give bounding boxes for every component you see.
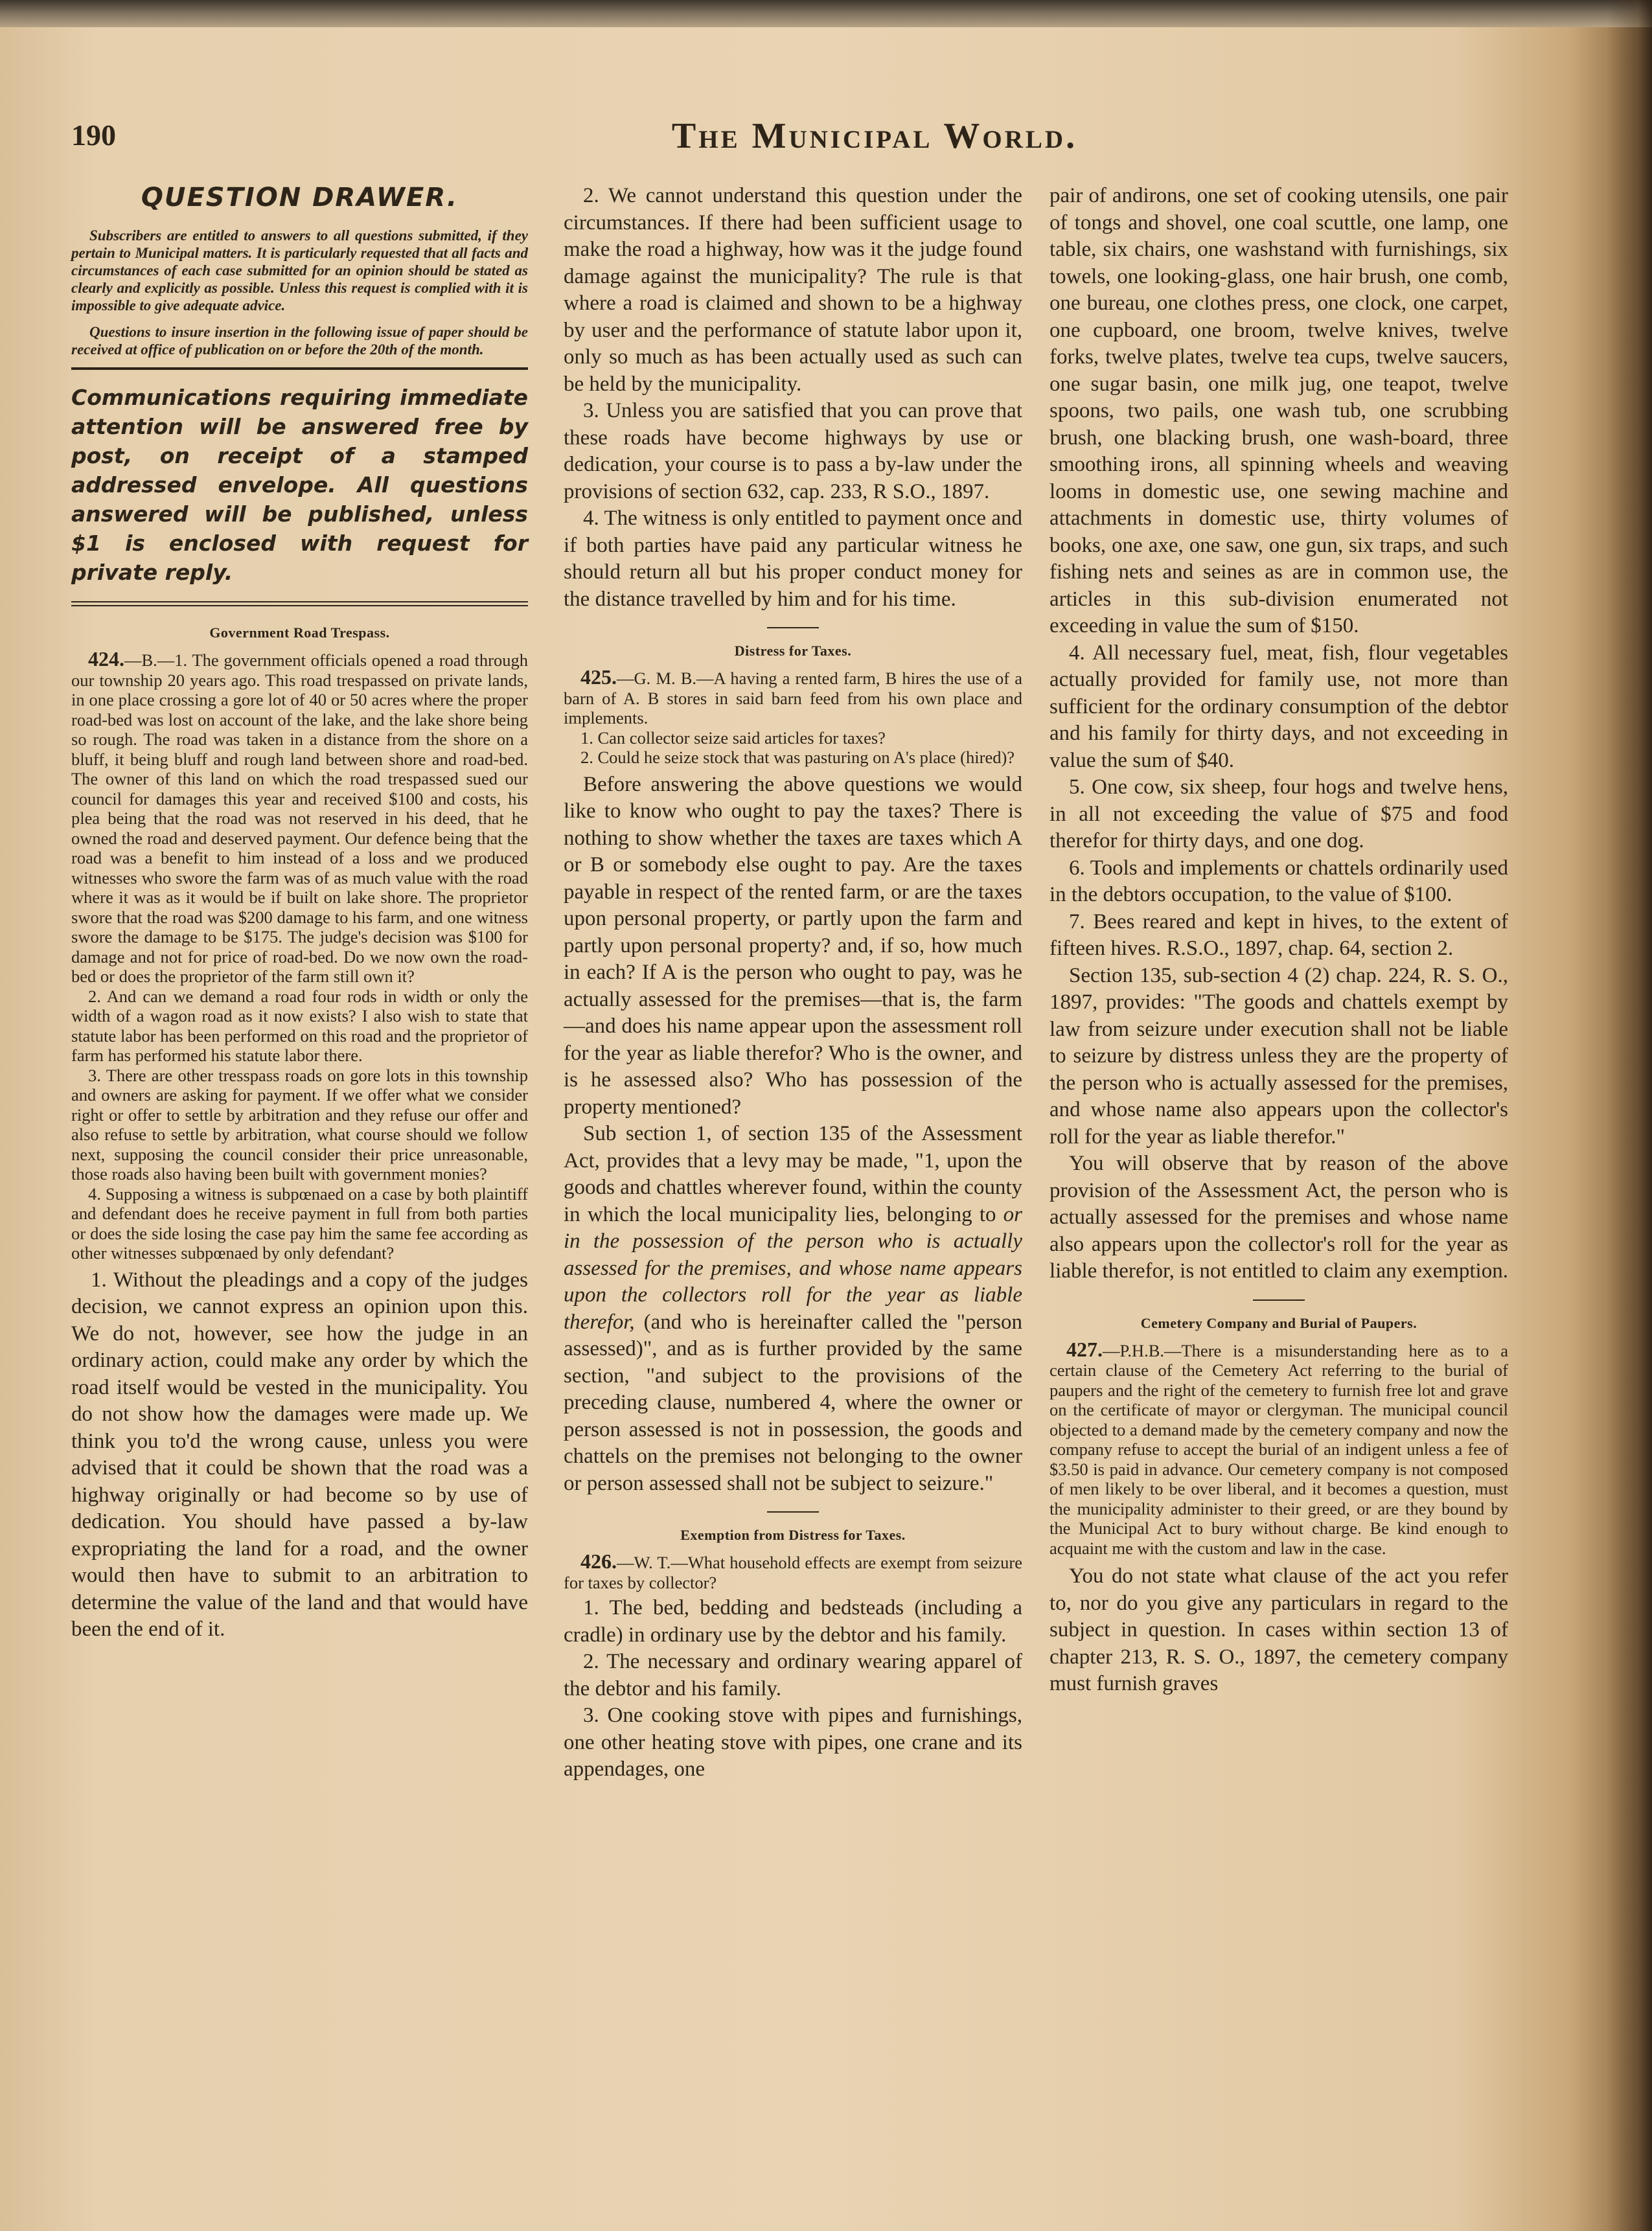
answer-426-item6: 6. Tools and implements or chattels ordinarily used in the debtors occupation, to the value of $100. (1050, 856, 1508, 906)
divider (71, 367, 528, 370)
question-424-part3: 3. There are other tresspass roads on gore lots in this township and owners are asking for payment. If we offer what we consider right or offer to settle by arbitration and they refuse our offer and also refuse to settle by arbitration, what course should we follow next, supposing the council consider their price unreasonable, those roads also having been built with government monies? (71, 1065, 528, 1184)
answer-quote-italic: or in the possession of the person who is actually assessed for the premises, and whose name appears upon the collectors roll for the year as liable therefor, (564, 1202, 1022, 1334)
question-427 (1050, 1337, 1508, 1559)
answer-426-item7: 7. Bees reared and kept in hives, to the extent of fifteen hives. R.S.O., 1897, chap. 64, section 2. (1050, 910, 1508, 960)
answer-426-conclusion: You will observe that by reason of the above provision of the Assessment Act, the person who is actually assessed for the premises and whose name also appears upon the collector's roll for the year as liable therefor, is not entitled to claim any exemption. (1050, 1152, 1508, 1283)
subscriber-notice: Subscribers are entitled to answers to all questions submitted, if they pertain to Municipal matters. It is particularly requested that all facts and circumstances of each case submitted for an opinion should be stated as clearly and explicitly as possible. Unless this request is complied with it is impossible to give adequate advice. (71, 227, 528, 314)
question-number: 427. (1066, 1337, 1103, 1361)
question-424-part4: 4. Supposing a witness is subpœnaed on a case by both plaintiff and defendant does he receive payment in full from both parties or does the side losing the case pay him the same fee according as other witnesses subpœnaed by only defendant? (71, 1184, 528, 1263)
page-number: 190 (71, 119, 116, 152)
answer-427: You do not state what clause of the act you refer to, nor do you give any particulars in regard to the subject in question. In cases within section 13 of chapter 213, R. S. O., 1897, the cemetery company must furnish graves (1050, 1564, 1508, 1695)
question-text: —B.—1. The government officials opened a road through our township 20 years ago. This road trespassed on private lands, in one place crossing a gore lot of 40 or 50 acres where the proper road-bed was lost on account of the lake, and the lake shore being so rough. The road was taken in a distance from the shore on a bluff, it being bluff and rough land between shore and road-bed. The owner of this land on which the road trespassed sued our council for damages this year and received $100 and costs, his plea being that the road was not reserved in his deed, that he owned the road and deserved payment. Our defence being that the road was a benefit to him instead of a loss and we produced witnesses who swore the farm was of as much value with the road where it was as it would be if built on lake shore. The proprietor swore that the road was $200 damage to his farm, and one witness swore the damage to be $175. The judge's decision was $100 for damage and not for price of road-bed. Do we now own the road-bed or does the proprietor of the farm still own it? (71, 650, 528, 986)
divider (767, 1511, 819, 1513)
masthead-title: The Municipal World. (671, 116, 1078, 156)
answer-425-part2 (564, 1121, 1022, 1497)
question-number: 424. (88, 647, 124, 670)
question-number: 425. (580, 665, 617, 689)
question-425 (564, 667, 1022, 728)
section-heading-425: Distress for Taxes. (734, 643, 852, 659)
question-424 (71, 649, 528, 987)
answer-426-item3-cont: pair of andirons, one set of cooking utensils, one pair of tongs and shovel, one coal scuttle, one lamp, one table, six chairs, one washstand with furnishings, six towels, one looking-glass, one hair brush, one comb, one bureau, one clothes press, one clock, one carpet, one cupboard, one broom, twelve knives, twelve forks, twelve plates, twelve tea cups, twelve saucers, one sugar basin, one milk jug, one teapot, twelve spoons, two pails, one wash tub, one scrubbing brush, one blacking brush, one wash-board, three smoothing irons, all spinning wheels and weaving looms in domestic use, one sewing machine and attachments in domestic use, thirty volumes of books, one axe, one saw, one gun, six traps, and such fishing nets and seines as are in common use, the articles in this sub-division enumerated not exceeding in value the sum of $150. (1050, 184, 1508, 637)
page-header (71, 111, 1587, 163)
answer-424-part4: 4. The witness is only entitled to payment once and if both parties have paid any particular witness he should return all but his proper conduct money for the distance travelled by him and for his time. (564, 507, 1022, 611)
question-425-part2: 2. Could he seize stock that was pasturing on A's place (hired)? (580, 748, 1015, 767)
answer-426-item2: 2. The necessary and ordinary wearing apparel of the debtor and his family. (564, 1650, 1022, 1700)
answer-text: (and who is hereinafter called the "person assessed)", and as is further provided by the same section, "and subject to the provisions of the preceding clause, numbered 4, where the owner or person assessed is not in possession, the goods and chattels on the premises not belonging to the owner or person assessed shall not be subject to seizure." (564, 1310, 1022, 1495)
question-text: —P.H.B.—There is a misunderstanding here as to a certain clause of the Cemetery Act referring to the burial of paupers and the right of the cemetery to furnish free lot and grave on the certificate of mayor or clergyman. The municipal council objected to a demand made by the cemetery company and now the company refuse to accept the burial of an indigent unless a fee of $3.50 is paid in advance. Our cemetery company is not composed of men likely to be over liberal, and it becomes a question, must the municipality administer to their greed, or are they bound by the Municipal Act to bury without charge. Be kind enough to acquaint me with the custom and law in the case. (1050, 1340, 1508, 1558)
double-divider (71, 601, 528, 606)
column-middle (564, 183, 1022, 1783)
answer-426-statute: Section 135, sub-section 4 (2) chap. 224, R. S. O., 1897, provides: "The goods and chattels exempt by law from seizure under execution shall not be liable to seizure by distress unless they are the property of the person who is actually assessed for the premises, and whose name also appears upon the collector's roll for the year as liable therefor." (1050, 963, 1508, 1149)
section-heading-426: Exemption from Distress for Taxes. (680, 1527, 906, 1543)
column-left (71, 183, 528, 1643)
question-426 (564, 1551, 1022, 1592)
answer-text: Sub section 1, of section 135 of the Assessment Act, provides that a levy may be made, "1, upon the goods and chattles wherever found, within the county in which the local municipality lies, belonging to (564, 1122, 1022, 1226)
question-text: —W. T.—What household effects are exempt from seizure for taxes by collector? (564, 1553, 1022, 1592)
section-heading-424: Government Road Trespass. (209, 624, 390, 641)
question-425-part1: 1. Can collector seize said articles for taxes? (580, 727, 886, 748)
divider (1253, 1299, 1305, 1301)
answer-424-part1: 1. Without the pleadings and a copy of the judges decision, we cannot express an opinion upon this. We do not, however, see how the judge in an ordinary action, could make any order by which the road itself would be vested in the municipality. You do not show how the damages were made up. We think you to'd the wrong cause, unless you were advised that it could be shown that the road was a highway originally or had become so by use of dedication. You should have passed a by-law expropriating the land for a road, and the owner would then have to submit to an arbitration to determine the value of the land and that would have been the end of it. (71, 1268, 528, 1641)
answer-426-item1: 1. The bed, bedding and bedsteads (including a cradle) in ordinary use by the debtor and his family. (564, 1596, 1022, 1647)
answer-426-item5: 5. One cow, six sheep, four hogs and twelve hens, in all not exceeding the value of $75 and food therefor for thirty days, and one dog. (1050, 775, 1508, 852)
answer-425-part1: Before answering the above questions we would like to know who ought to pay the taxes? There is nothing to show whether the taxes are taxes which A or B or somebody else ought to pay. Are the taxes payable in respect of the rented farm, or are the taxes upon personal property, or partly upon the farm and partly upon personal property? and, if so, how much in each? If A is the person who ought to pay, was he actually assessed for the premises—that is, the farm—and does his name appear upon the assessment roll for the year as liable therefor? Who is the owner, and is he assessed also? Who has possession of the property mentioned? (564, 772, 1022, 1119)
question-drawer-title: QUESTION DRAWER. (141, 183, 459, 212)
page-edge (1607, 0, 1652, 2231)
answer-424-part3: 3. Unless you are satisfied that you can prove that these roads have become highways by use or dedication, your course is to pass a by-law under the provisions of section 632, cap. 233, R S.O., 1897. (564, 399, 1022, 503)
answer-426-item4: 4. All necessary fuel, meat, fish, flour vegetables actually provided for family use, not more than sufficient for the ordinary consumption of the debtor and his family for thirty days, and not exceeding in value the sum of $40. (1050, 641, 1508, 772)
question-number: 426. (580, 1550, 617, 1573)
section-heading-427: Cemetery Company and Burial of Paupers. (1140, 1314, 1417, 1331)
column-right (1050, 183, 1508, 1698)
deadline-notice: Questions to insure insertion in the following issue of paper should be received at office of publication on or before the 20th of the month. (71, 324, 528, 358)
question-424-part2: 2. And can we demand a road four rods in width or only the width of a wagon road as it now exists? I also wish to state that statute labor has been performed on this road and the proprietor of farm has performed his statute labor there. (71, 986, 528, 1065)
question-text: —G. M. B.—A having a rented farm, B hires the use of a barn of A. B stores in said barn feed from his own place and implements. (564, 669, 1022, 727)
communications-notice: Communications requiring immediate attention will be answered free by post, on receipt of a stamped addressed envelope. All questions answered will be published, unless $1 is enclosed with request for private reply. (71, 385, 528, 585)
answer-424-part2: 2. We cannot understand this question under the circumstances. If there had been sufficient usage to make the road a highway, how was it the judge found damage against the municipality? The rule is that where a road is claimed and shown to be a highway by user and the performance of statute labor upon it, only so much as has been actually used as such can be held by the municipality. (564, 184, 1022, 396)
divider (767, 627, 819, 628)
binding-shadow (0, 0, 1652, 27)
answer-426-item3: 3. One cooking stove with pipes and furnishings, one other heating stove with pipes, one crane and its appendages, one (564, 1704, 1022, 1781)
